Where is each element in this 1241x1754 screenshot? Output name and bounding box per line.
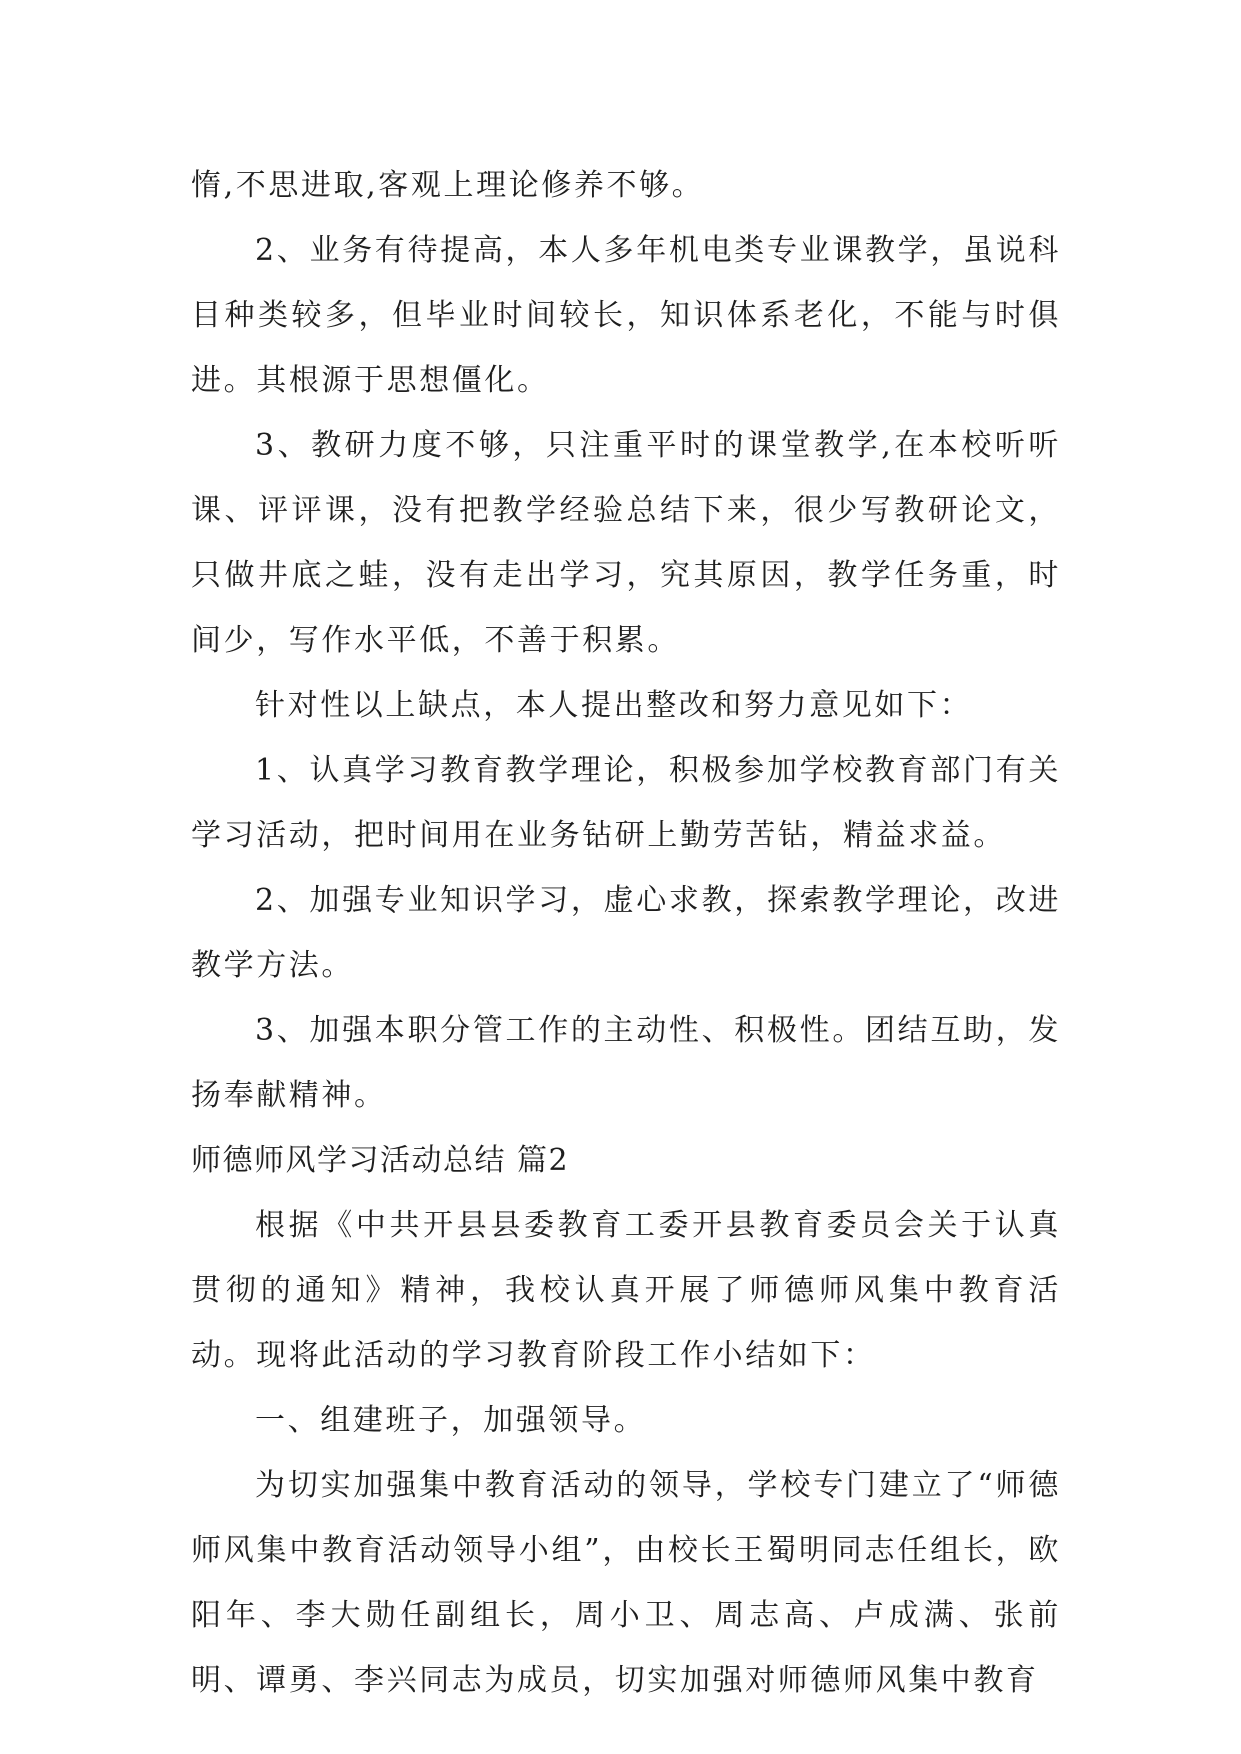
paragraph-9: 根据《中共开县县委教育工委开县教育委员会关于认真贯彻的通知》精神，我校认真开展了师德师风集中教育活动。现将此活动的学习教育阶段工作小结如下： [191, 1208, 1061, 1373]
paragraph-1: 惰,不思进取,客观上理论修养不够。 [191, 168, 705, 203]
paragraph-5: 1、认真学习教育教学理论，积极参加学校教育部门有关学习活动，把时间用在业务钻研上勤劳苦钻，精益求益。 [191, 753, 1061, 853]
paragraph-10: 一、组建班子，加强领导。 [255, 1403, 647, 1438]
section-heading: 师德师风学习活动总结 篇2 [191, 1143, 570, 1178]
paragraph-4: 针对性以上缺点，本人提出整改和努力意见如下： [255, 688, 973, 723]
paragraph-2: 2、业务有待提高，本人多年机电类专业课教学，虽说科目种类较多，但毕业时间较长，知识体系老化，不能与时俱进。其根源于思想僵化。 [191, 233, 1061, 398]
paragraph-6: 2、加强专业知识学习，虚心求教，探索教学理论，改进教学方法。 [191, 883, 1061, 983]
paragraph-3: 3、教研力度不够，只注重平时的课堂教学,在本校听听课、评评课，没有把教学经验总结下来，很少写教研论文，只做井底之蛙，没有走出学习，究其原因，教学任务重，时间少，写作水平低，不善于积累。 [191, 428, 1061, 658]
paragraph-11: 为切实加强集中教育活动的领导，学校专门建立了“师德师风集中教育活动领导小组”，由校长王蜀明同志任组长，欧阳年、李大勋任副组长，周小卫、周志高、卢成满、张前明、谭勇、李兴同志为成员，切实加强对师德师风集中教育 [191, 1468, 1061, 1698]
paragraph-7: 3、加强本职分管工作的主动性、积极性。团结互助，发扬奉献精神。 [191, 1013, 1061, 1113]
document-body [191, 153, 1061, 1713]
